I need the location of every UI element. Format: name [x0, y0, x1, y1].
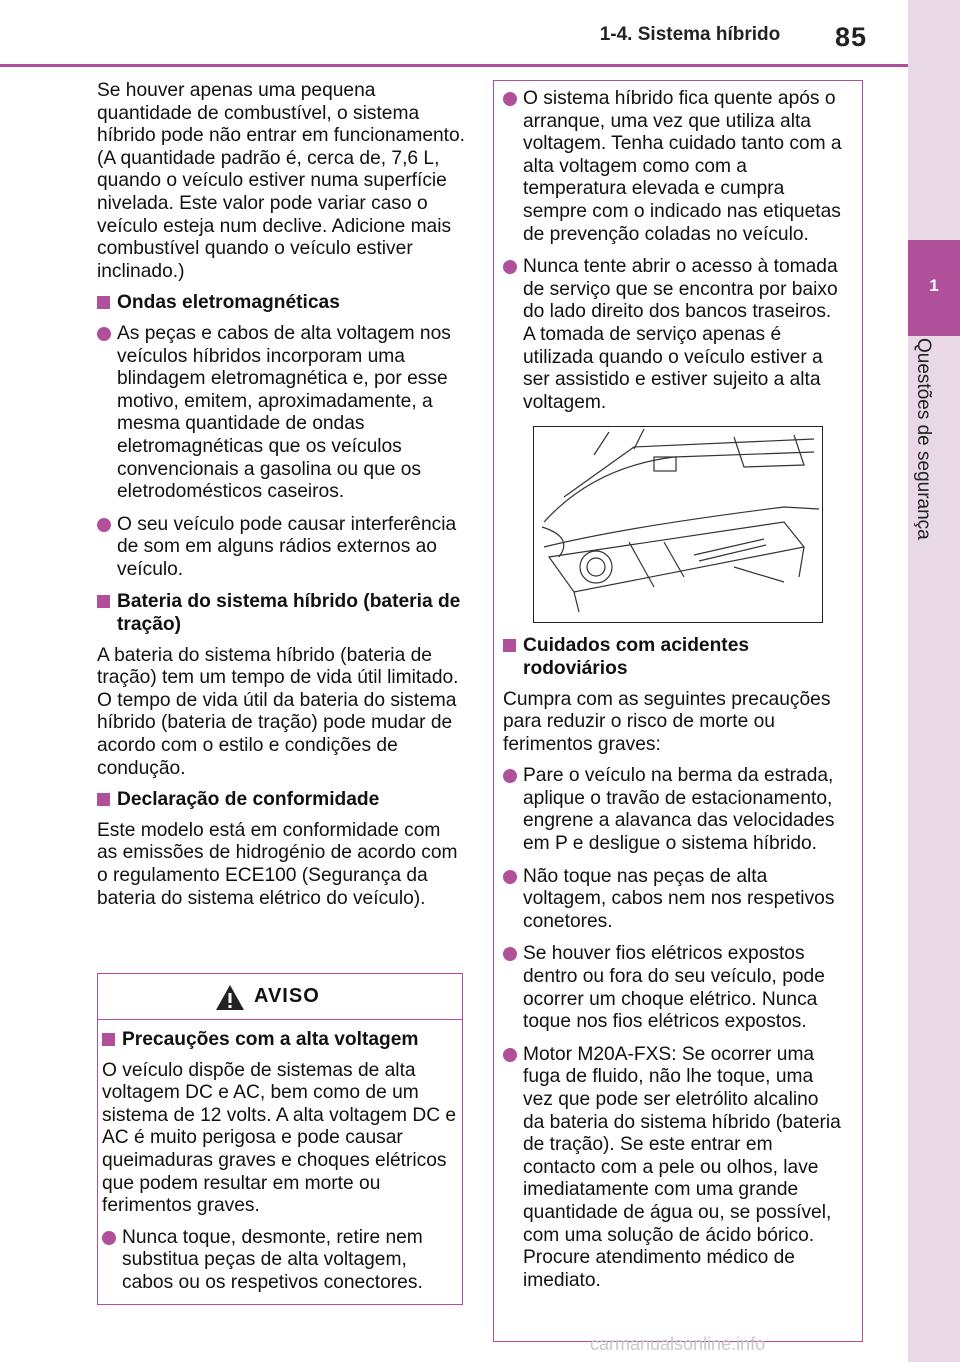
warning-title: AVISO — [254, 985, 320, 1007]
bullet-no-touch — [503, 866, 843, 934]
warning-text: O veículo dispõe de sistemas de alta voltagem DC e AC, bem como de um sistema de 12 volts. A alta voltagem DC e AC é muito perigosa e pode causar queimaduras graves e choques elétricos que podem resultar em morte ou ferimentos graves. — [102, 1059, 457, 1217]
bullet-dot-icon — [97, 327, 111, 341]
service-plug-illustration — [533, 426, 823, 623]
heading-ondas: Ondas eletromagnéticas — [97, 292, 465, 315]
bullet-text: Se houver fios elétricos expostos dentro ou fora do seu veículo, pode ocorrer um choque elétrico. Nunca toque nos fios elétricos expostos. — [523, 943, 825, 1033]
warning-heading: Precauções com a alta voltagem — [102, 1029, 458, 1052]
chapter-label: Questões de segurança — [913, 338, 934, 540]
side-tab — [908, 0, 960, 1362]
warning-bullet — [102, 1227, 458, 1295]
bullet-text: As peças e cabos de alta voltagem nos veículos híbridos incorporam uma blindagem eletromagnética e, por esse motivo, emitem, aproximadamente, a mesma quantidade de ondas eletromagnéticas que os veículos convencionais a gasolina ou que os eletrodomésticos caseiros. — [117, 322, 451, 503]
bullet-dot-icon — [97, 518, 111, 532]
left-column — [97, 80, 465, 919]
heading-acidentes: Cuidados com acidentes rodoviários — [503, 635, 843, 680]
bullet-dot-icon — [503, 947, 517, 961]
bullet-text: Pare o veículo na berma da estrada, aplique o travão de estacionamento, engrene a alavanca das velocidades em P e desligue o sistema híbrido. — [523, 765, 835, 855]
rear-seat-battery-drawing — [534, 427, 821, 621]
intro-paragraph: Se houver apenas uma pequena quantidade de combustível, o sistema híbrido pode não entrar em funcionamento. (A quantidade padrão é, cerca de, 7,6 L, quando o veículo estiver numa superfície nivelada. Este valor pode variar caso o veículo esteja num declive. Adicione mais combustível quando o veículo estiver inclinado.) — [97, 80, 466, 282]
bullet-dot-icon — [503, 92, 517, 106]
heading-bateria: Bateria do sistema híbrido (bateria de tração) — [97, 591, 465, 636]
chapter-number: 1 — [929, 276, 939, 295]
bullet-hot-system — [503, 88, 843, 246]
bullet-text: Nunca toque, desmonte, retire nem substitua peças de alta voltagem, cabos ou os respetivos conectores. — [122, 1226, 423, 1293]
bullet-text: Não toque nas peças de alta voltagem, cabos nem nos respetivos conetores. — [523, 865, 835, 932]
bullet-text: O sistema híbrido fica quente após o arranque, uma vez que utiliza alta voltagem. Tenha cuidado tanto com a alta voltagem como com a temperatura elevada e cumpra sempre com o indicado nas etiquetas de prevenção coladas no veículo. — [523, 88, 842, 245]
bullet-ondas-1 — [97, 323, 465, 504]
bullet-fluid-leak — [503, 1044, 843, 1293]
warning-box — [97, 973, 463, 1305]
bullet-text: O seu veículo pode causar interferência de som em alguns rádios externos ao veículo. — [117, 513, 457, 580]
page-number: 85 — [835, 22, 868, 52]
paragraph-bateria: A bateria do sistema híbrido (bateria de tração) tem um tempo de vida útil limitado. O tempo de vida útil da bateria do sistema híbrido (bateria de tração) pode mudar de acordo com o estilo e condições de condução. — [97, 644, 459, 779]
bullet-service-plug — [503, 256, 843, 414]
heading-declaracao: Declaração de conformidade — [97, 789, 465, 812]
bullet-exposed-wires — [503, 943, 843, 1033]
right-column — [503, 88, 843, 1302]
paragraph-declaracao: Este modelo está em conformidade com as emissões de hidrogénio de acordo com o regulamento ECE100 (Segurança da bateria do sistema elétrico do veículo). — [97, 819, 458, 909]
bullet-dot-icon — [503, 870, 517, 884]
bullet-dot-icon — [102, 1231, 116, 1245]
bullet-ondas-2 — [97, 514, 465, 582]
bullet-stop-vehicle — [503, 765, 843, 855]
bullet-dot-icon — [503, 769, 517, 783]
header-rule — [0, 64, 908, 67]
warning-header — [98, 974, 462, 1020]
bullet-dot-icon — [503, 1048, 517, 1062]
watermark: carmanualsonline.info — [590, 1334, 766, 1354]
bullet-dot-icon — [503, 260, 517, 274]
warning-triangle-icon — [215, 984, 245, 1011]
bullet-text: Motor M20A-FXS: Se ocorrer uma fuga de fluido, não lhe toque, uma vez que pode ser eletrólito alcalino da bateria do sistema híbrido (bateria de tração). Se este entrar em contacto com a pele ou olhos, lave imediatamente com uma grande quantidade de água ou, se possível, com uma solução de ácido bórico. Procure atendimento médico de imediato. — [523, 1043, 841, 1291]
paragraph-acidentes: Cumpra com as seguintes precauções para reduzir o risco de morte ou ferimentos graves: — [503, 688, 831, 755]
bullet-text: Nunca tente abrir o acesso à tomada de serviço que se encontra por baixo do lado direito dos bancos traseiros. A tomada de serviço apenas é utilizada quando o veículo estiver a ser assistido e estiver sujeito a alta voltagem. — [523, 256, 838, 413]
section-title: 1-4. Sistema híbrido — [599, 24, 781, 45]
